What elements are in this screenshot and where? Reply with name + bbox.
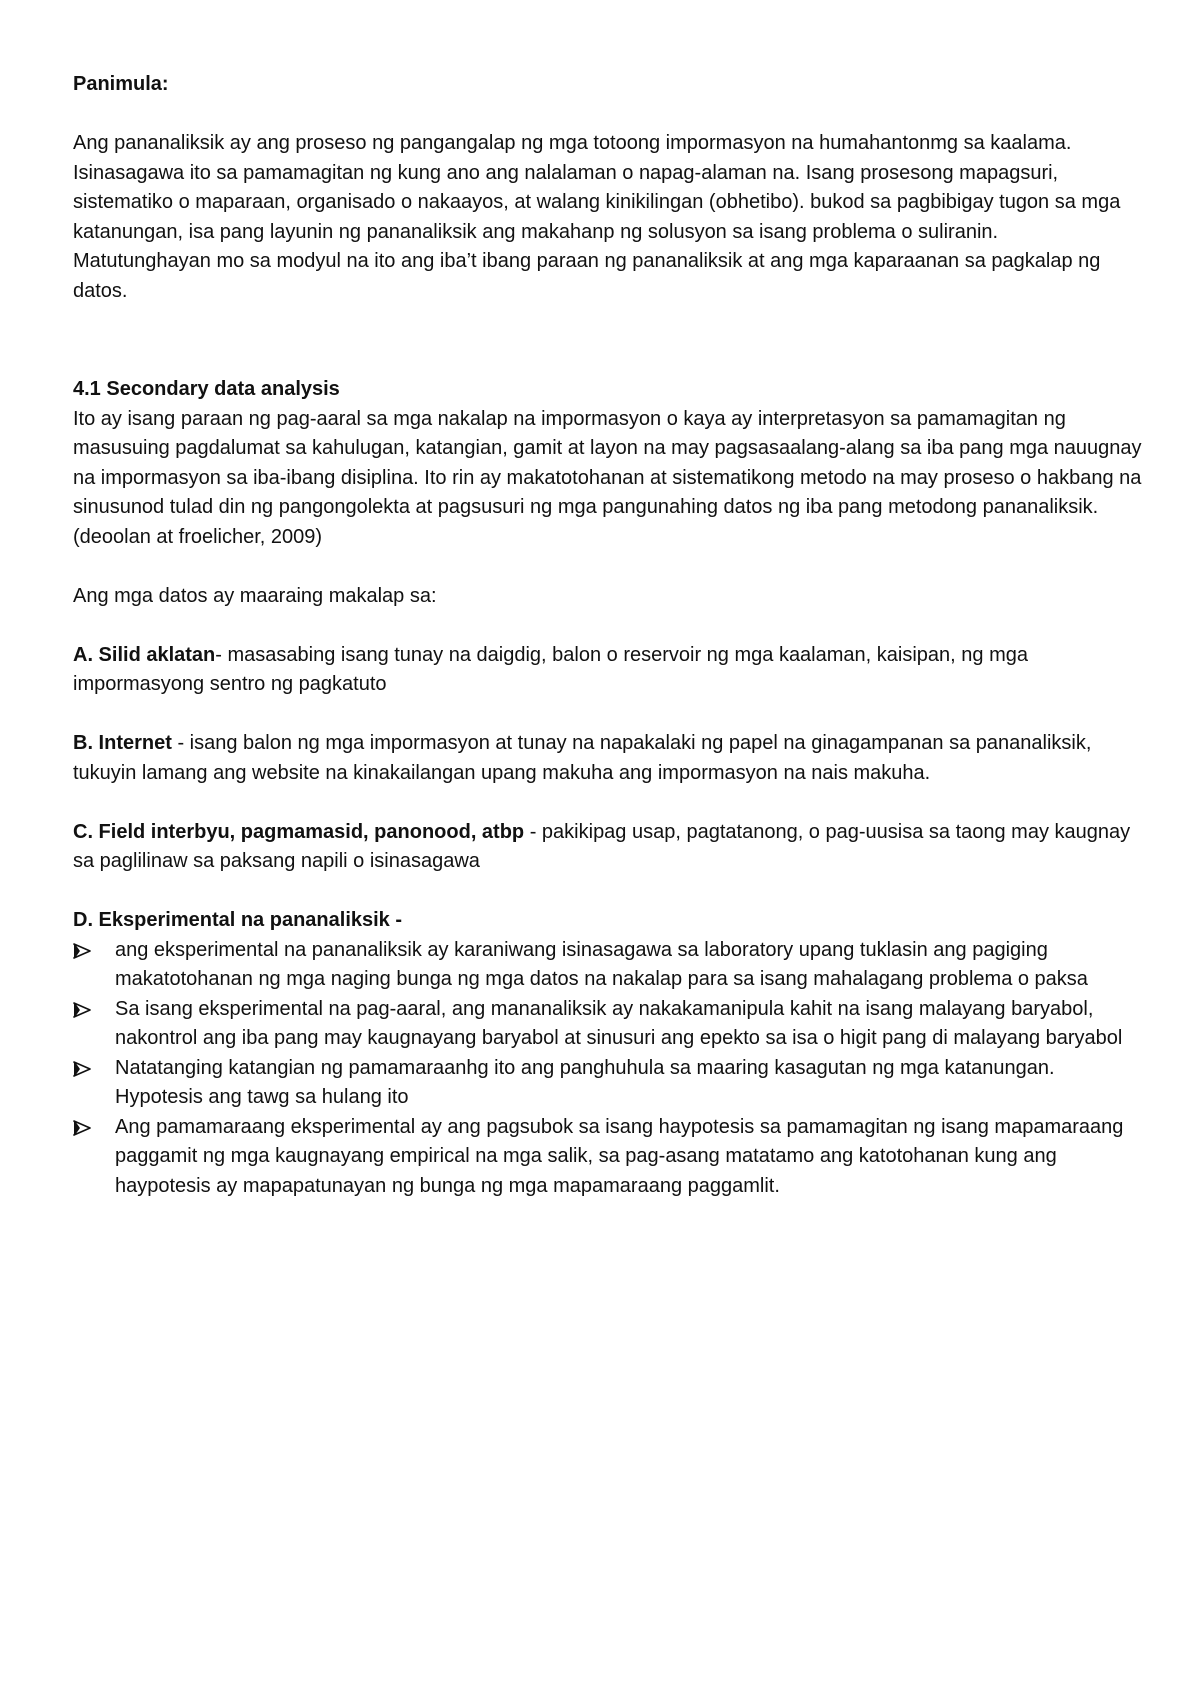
source-item (73, 641, 1143, 700)
source-item (73, 729, 1143, 788)
intro-paragraph: Ang pananaliksik ay ang proseso ng pangangalap ng mga totoong impormasyon na humahantonmg sa kaalama. Isinasagawa ito sa pamamagitan ng kung ano ang nalalaman o napag-alaman na. Isang prosesong mapagsuri, sistematiko o maparaan, organisado o nakaayos, at walang kinikilingan (obhetibo). bukod sa pagbibigay tugon sa mga katanungan, isa pang layunin ng pananaliksik ang makahanp ng solusyon sa isang problema o suliranin. (73, 132, 1121, 243)
spacer (73, 700, 1143, 730)
list-item (73, 1113, 1143, 1202)
section-heading: 4.1 Secondary data analysis (73, 378, 340, 400)
list-item (73, 936, 1143, 995)
source-term: C. Field interbyu, pagmamasid, panonood, atbp (73, 820, 525, 843)
bullet-text: Sa isang eksperimental na pag-aaral, ang mananaliksik ay nakakamanipula kahit na isang malayang baryabol, nakontrol ang iba pang may kaugnayang baryabol at sinusuri ang epekto sa isa o higit pang di malayang baryabol (115, 997, 1123, 1049)
intro-heading: Panimula: (73, 73, 169, 95)
section-paragraph: Ito ay isang paraan ng pag-aaral sa mga nakalap na impormasyon o kaya ay interpretasyon sa pamamagitan ng masusuing pagdalumat sa kahulugan, katangian, gamit at layon na may pagsasaalang-alang sa iba pang mga nauugnay na impormasyon sa iba-ibang disiplina. Ito rin ay makatotohanan at sistematikong metodo na may proseso o hakbang na sinusunod tulad din ng pangongolekta at pagsusuri ng mga pangunahing datos ng iba pang metodong pananaliksik. (deoolan at froelicher, 2009) (73, 407, 1142, 548)
arrow-bullet-icon (73, 1054, 97, 1084)
intro-paragraph: Matutunghayan mo sa modyul na ito ang iba’t ibang paraan ng pananaliksik at ang mga kaparaanan sa pagkalap ng datos. (73, 250, 1101, 302)
source-term: A. Silid aklatan (73, 643, 216, 666)
arrow-bullet-icon (73, 1113, 97, 1143)
list-item (73, 995, 1143, 1054)
source-item (73, 818, 1143, 877)
arrow-bullet-icon (73, 936, 97, 966)
source-term: B. Internet (73, 732, 172, 754)
source-description: - isang balon ng mga impormasyon at tunay na napakalaki ng papel na ginagampanan sa pananaliksik, tukuyin lamang ang website na kinakailangan upang makuha ang impormasyon na nais makuha. (73, 732, 1092, 784)
spacer (73, 611, 1143, 641)
list-item (73, 1054, 1143, 1113)
spacer (73, 306, 1143, 365)
experimental-bullet-list (73, 936, 1143, 1202)
bullet-text: Ang pamamaraang eksperimental ay ang pagsubok sa isang haypotesis sa pamamagitan ng isang mapamaraang paggamit ng mga kaugnayang empirical na mga salik, sa pag-asang matatamo ang katotohanan kung ang haypotesis ay mapapatunayan ng bunga ng mga mapamaraang paggamlit. (115, 1115, 1124, 1197)
document-page (73, 70, 1143, 1201)
arrow-bullet-icon (73, 995, 97, 1025)
spacer (73, 365, 1143, 375)
spacer (73, 877, 1143, 907)
sources-intro: Ang mga datos ay maaraing makalap sa: (73, 584, 437, 607)
spacer (73, 100, 1143, 130)
bullet-text: Natatanging katangian ng pamamaraanhg ito ang panghuhula sa maaring kasagutan ng mga katanungan. Hypotesis ang tawg sa hulang ito (115, 1056, 1055, 1108)
bullet-text: ang eksperimental na pananaliksik ay karaniwang isinasagawa sa laboratory upang tuklasin ang pagiging makatotohanan ng mga naging bunga ng mga datos na nakalap para sa isang mahalagang problema o paksa (115, 938, 1088, 990)
spacer (73, 788, 1143, 818)
source-description: - pakikipag usap, pagtatanong, o pag-uusisa sa taong may kaugnay sa paglilinaw sa paksang napili o isinasagawa (73, 820, 1131, 872)
experimental-heading: D. Eksperimental na pananaliksik - (73, 909, 403, 931)
source-description: - masasabing isang tunay na daigdig, balon o reservoir ng mga kaalaman, kaisipan, ng mga impormasyong sentro ng pagkatuto (73, 643, 1028, 695)
spacer (73, 552, 1143, 582)
